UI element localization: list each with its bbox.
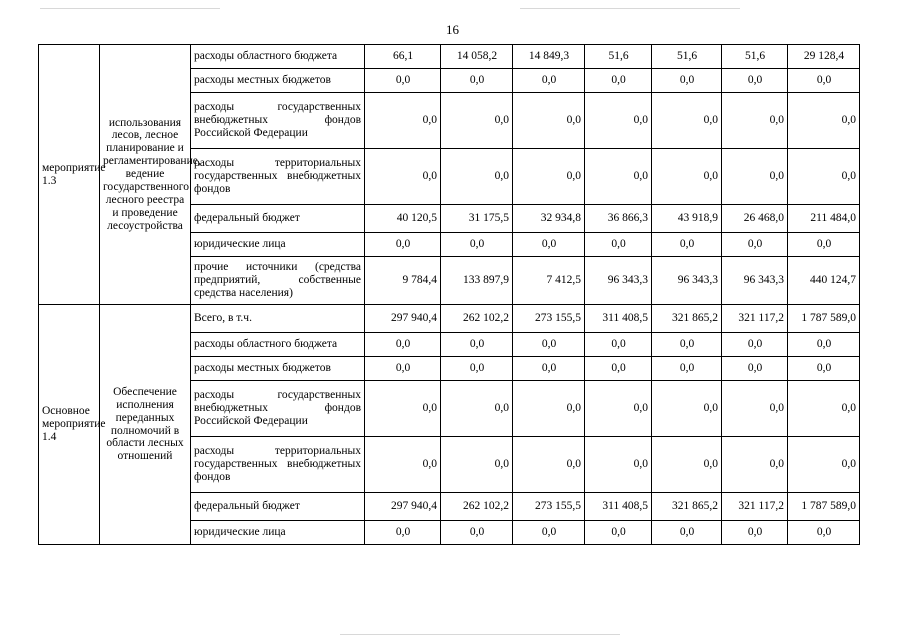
value-cell: 96 343,3 [652, 257, 722, 305]
value-cell: 0,0 [652, 381, 722, 437]
value-cell: 0,0 [788, 233, 860, 257]
value-cell: 36 866,3 [585, 205, 652, 233]
table-row [39, 45, 860, 69]
value-cell: 0,0 [365, 149, 441, 205]
value-cell: 0,0 [585, 381, 652, 437]
value-cell: 29 128,4 [788, 45, 860, 69]
value-cell: 0,0 [365, 437, 441, 493]
value-cell: 0,0 [441, 149, 513, 205]
value-cell: 321 117,2 [722, 493, 788, 521]
value-cell: 0,0 [652, 357, 722, 381]
value-cell: 0,0 [365, 333, 441, 357]
value-cell: 0,0 [585, 333, 652, 357]
value-cell: 0,0 [722, 381, 788, 437]
value-cell: 0,0 [513, 149, 585, 205]
page-number: 16 [446, 22, 459, 37]
value-cell: 273 155,5 [513, 305, 585, 333]
value-cell: 51,6 [652, 45, 722, 69]
value-cell: 321 865,2 [652, 493, 722, 521]
value-cell: 0,0 [722, 357, 788, 381]
value-cell: 96 343,3 [585, 257, 652, 305]
value-cell: 0,0 [722, 93, 788, 149]
funding-source: расходы территориальных государственных внебюджетных фондов [191, 437, 365, 493]
value-cell: 0,0 [788, 437, 860, 493]
value-cell: 0,0 [513, 521, 585, 545]
value-cell: 0,0 [652, 521, 722, 545]
value-cell: 297 940,4 [365, 493, 441, 521]
funding-source: федеральный бюджет [191, 493, 365, 521]
value-cell: 0,0 [513, 333, 585, 357]
value-cell: 0,0 [652, 69, 722, 93]
value-cell: 0,0 [441, 233, 513, 257]
value-cell: 51,6 [722, 45, 788, 69]
value-cell: 43 918,9 [652, 205, 722, 233]
value-cell: 0,0 [585, 437, 652, 493]
value-cell: 0,0 [722, 233, 788, 257]
value-cell: 0,0 [652, 93, 722, 149]
value-cell: 0,0 [513, 381, 585, 437]
value-cell: 0,0 [788, 69, 860, 93]
value-cell: 14 849,3 [513, 45, 585, 69]
funding-source: расходы территориальных государственных внебюджетных фондов [191, 149, 365, 205]
value-cell: 0,0 [585, 357, 652, 381]
measure-item: мероприятие 1.3 [39, 45, 100, 305]
value-cell: 0,0 [722, 149, 788, 205]
value-cell: 0,0 [585, 93, 652, 149]
value-cell: 311 408,5 [585, 305, 652, 333]
value-cell: 0,0 [441, 333, 513, 357]
value-cell: 0,0 [365, 69, 441, 93]
value-cell: 0,0 [585, 233, 652, 257]
value-cell: 0,0 [365, 381, 441, 437]
value-cell: 51,6 [585, 45, 652, 69]
value-cell: 0,0 [652, 233, 722, 257]
value-cell: 311 408,5 [585, 493, 652, 521]
value-cell: 211 484,0 [788, 205, 860, 233]
value-cell: 0,0 [788, 381, 860, 437]
value-cell: 0,0 [441, 357, 513, 381]
budget-table [38, 44, 860, 545]
value-cell: 0,0 [788, 333, 860, 357]
value-cell: 0,0 [513, 437, 585, 493]
value-cell: 0,0 [585, 521, 652, 545]
funding-source: юридические лица [191, 233, 365, 257]
value-cell: 7 412,5 [513, 257, 585, 305]
value-cell: 0,0 [441, 381, 513, 437]
value-cell: 0,0 [513, 233, 585, 257]
value-cell: 0,0 [365, 521, 441, 545]
value-cell: 0,0 [513, 357, 585, 381]
value-cell: 0,0 [788, 149, 860, 205]
funding-source: расходы государственных внебюджетных фондов Российской Федерации [191, 381, 365, 437]
funding-source: юридические лица [191, 521, 365, 545]
value-cell: 262 102,2 [441, 305, 513, 333]
value-cell: 9 784,4 [365, 257, 441, 305]
table-row [39, 305, 860, 333]
value-cell: 0,0 [441, 437, 513, 493]
measure-item: Основное мероприятие 1.4 [39, 305, 100, 545]
value-cell: 0,0 [722, 437, 788, 493]
value-cell: 0,0 [441, 521, 513, 545]
value-cell: 0,0 [585, 69, 652, 93]
value-cell: 0,0 [652, 149, 722, 205]
value-cell: 96 343,3 [722, 257, 788, 305]
value-cell: 0,0 [585, 149, 652, 205]
value-cell: 0,0 [441, 93, 513, 149]
value-cell: 32 934,8 [513, 205, 585, 233]
funding-source: федеральный бюджет [191, 205, 365, 233]
value-cell: 273 155,5 [513, 493, 585, 521]
value-cell: 0,0 [441, 69, 513, 93]
value-cell: 0,0 [788, 357, 860, 381]
value-cell: 0,0 [513, 69, 585, 93]
value-cell: 14 058,2 [441, 45, 513, 69]
value-cell: 40 120,5 [365, 205, 441, 233]
value-cell: 26 468,0 [722, 205, 788, 233]
funding-source: Всего, в т.ч. [191, 305, 365, 333]
value-cell: 0,0 [513, 93, 585, 149]
value-cell: 0,0 [722, 333, 788, 357]
funding-source: расходы государственных внебюджетных фондов Российской Федерации [191, 93, 365, 149]
value-cell: 133 897,9 [441, 257, 513, 305]
value-cell: 321 865,2 [652, 305, 722, 333]
funding-source: расходы областного бюджета [191, 45, 365, 69]
value-cell: 0,0 [652, 437, 722, 493]
value-cell: 0,0 [365, 233, 441, 257]
funding-source: расходы местных бюджетов [191, 357, 365, 381]
funding-source: расходы областного бюджета [191, 333, 365, 357]
value-cell: 1 787 589,0 [788, 493, 860, 521]
value-cell: 0,0 [788, 93, 860, 149]
value-cell: 321 117,2 [722, 305, 788, 333]
value-cell: 0,0 [365, 357, 441, 381]
value-cell: 0,0 [722, 69, 788, 93]
value-cell: 0,0 [788, 521, 860, 545]
funding-source: расходы местных бюджетов [191, 69, 365, 93]
value-cell: 297 940,4 [365, 305, 441, 333]
funding-source: прочие источники (средства предприятий, собственные средства населения) [191, 257, 365, 305]
value-cell: 440 124,7 [788, 257, 860, 305]
value-cell: 0,0 [722, 521, 788, 545]
measure-description: использования лесов, лесное планирование и регламентирование, ведение государственного лесного реестра и проведение лесоустройства [100, 45, 191, 305]
value-cell: 31 175,5 [441, 205, 513, 233]
value-cell: 1 787 589,0 [788, 305, 860, 333]
value-cell: 66,1 [365, 45, 441, 69]
value-cell: 262 102,2 [441, 493, 513, 521]
value-cell: 0,0 [652, 333, 722, 357]
measure-description: Обеспечение исполнения переданных полномочий в области лесных отношений [100, 305, 191, 545]
value-cell: 0,0 [365, 93, 441, 149]
